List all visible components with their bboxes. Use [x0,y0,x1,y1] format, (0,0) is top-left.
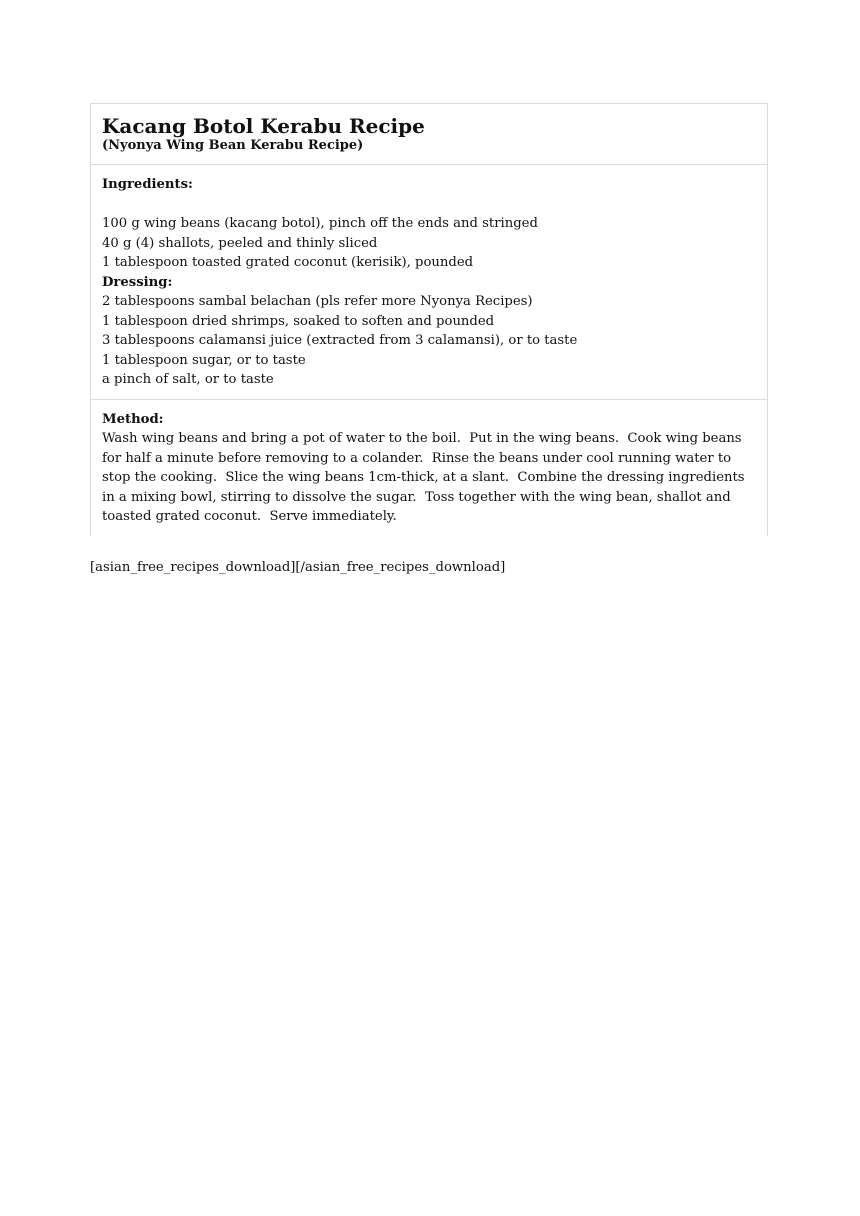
ingredient-item: 1 tablespoon toasted grated coconut (kerisik), pounded [102,255,474,270]
ingredients-heading: Ingredients: [102,177,193,192]
spacer [102,195,756,215]
method-text: Wash wing beans and bring a pot of water to the boil. Put in the wing beans. Cook wing beans for half a minute before removing to a colander. Rinse the beans under cool running water to stop the cooking. Slice the wing beans 1cm-thick, at a slant. Combine the dressing ingredients in a mixing bowl, stirring to dissolve the sugar. Toss together with the wing bean, shallot and toasted grated coconut. Serve immediately. [102,431,749,524]
dressing-heading: Dressing: [102,274,173,290]
dressing-item: 2 tablespoons sambal belachan (pls refer more Nyonya Recipes) [102,294,533,309]
ingredients-section [91,165,767,399]
dressing-item: a pinch of salt, or to taste [102,372,274,387]
dressing-item: 1 tablespoon dried shrimps, soaked to soften and pounded [102,313,495,329]
dressing-item: 1 tablespoon sugar, or to taste [102,352,306,368]
method-heading: Method: [102,411,164,427]
ingredient-item: 100 g wing beans (kacang botol), pinch off the ends and stringed [102,216,538,231]
recipe-card [90,103,768,536]
method-section [91,399,767,536]
recipe-subtitle: (Nyonya Wing Bean Kerabu Recipe) [102,138,364,153]
recipe-header [91,104,767,165]
download-shortcode: [asian_free_recipes_download][/asian_free_recipes_download] [90,560,506,575]
ingredient-item: 40 g (4) shallots, peeled and thinly sliced [102,235,378,251]
recipe-title: Kacang Botol Kerabu Recipe [102,114,425,138]
dressing-item: 3 tablespoons calamansi juice (extracted from 3 calamansi), or to taste [102,333,578,348]
